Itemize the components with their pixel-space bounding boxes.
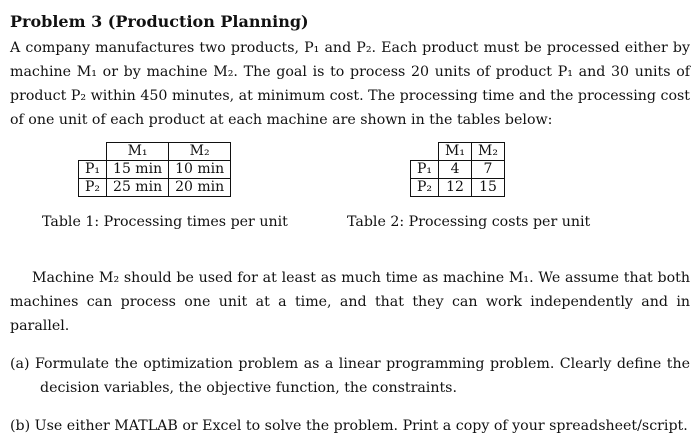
- table-cell: 10 min: [169, 161, 231, 179]
- table-cell: 25 min: [107, 179, 169, 197]
- table-row-label: P₁: [79, 161, 107, 179]
- table-row: [411, 161, 505, 179]
- table-cell: 20 min: [169, 179, 231, 197]
- tables-row: [10, 142, 690, 252]
- problem-page: [10, 12, 690, 438]
- table-header-row: [411, 143, 505, 161]
- table-row: [79, 179, 231, 197]
- table-cell: 4: [439, 161, 472, 179]
- processing-times-table: [78, 142, 231, 197]
- part-b: (b) Use either MATLAB or Excel to solve the problem. Print a copy of your spreadsheet/script.: [10, 418, 688, 434]
- table-corner: [79, 143, 107, 161]
- table-header-row: [79, 143, 231, 161]
- table1-caption: Table 1: Processing times per unit: [42, 214, 288, 230]
- table-row-label: P₂: [411, 179, 439, 197]
- table-row-label: P₂: [79, 179, 107, 197]
- table2-caption: Table 2: Processing costs per unit: [347, 214, 591, 230]
- problem-title: Problem 3 (Production Planning): [10, 12, 309, 31]
- table-corner: [411, 143, 439, 161]
- table-header-cell: M₂: [169, 143, 231, 161]
- table-header-cell: M₁: [107, 143, 169, 161]
- table-header-cell: M₁: [439, 143, 472, 161]
- table-row: [411, 179, 505, 197]
- table-row: [79, 161, 231, 179]
- part-a: (a) Formulate the optimization problem as a linear programming problem. Clearly define the decision variables, the objective function, the constraints.: [10, 356, 690, 396]
- table-header-cell: M₂: [472, 143, 505, 161]
- machine-note: Machine M₂ should be used for at least as much time as machine M₁. We assume that both machines can process one unit at a time, and that they can work independently and in parallel.: [10, 270, 690, 334]
- table-row-label: P₁: [411, 161, 439, 179]
- table-cell: 7: [472, 161, 505, 179]
- problem-intro: A company manufactures two products, P₁ and P₂. Each product must be processed either by machine M₁ or by machine M₂. The goal is to process 20 units of product P₁ and 30 units of product P₂ within 450 minutes, at minimum cost. The processing time and the processing cost of one unit of each product at each machine are shown in the tables below:: [10, 40, 690, 128]
- table-cell: 12: [439, 179, 472, 197]
- processing-costs-table: [410, 142, 505, 197]
- table-cell: 15 min: [107, 161, 169, 179]
- table-cell: 15: [472, 179, 505, 197]
